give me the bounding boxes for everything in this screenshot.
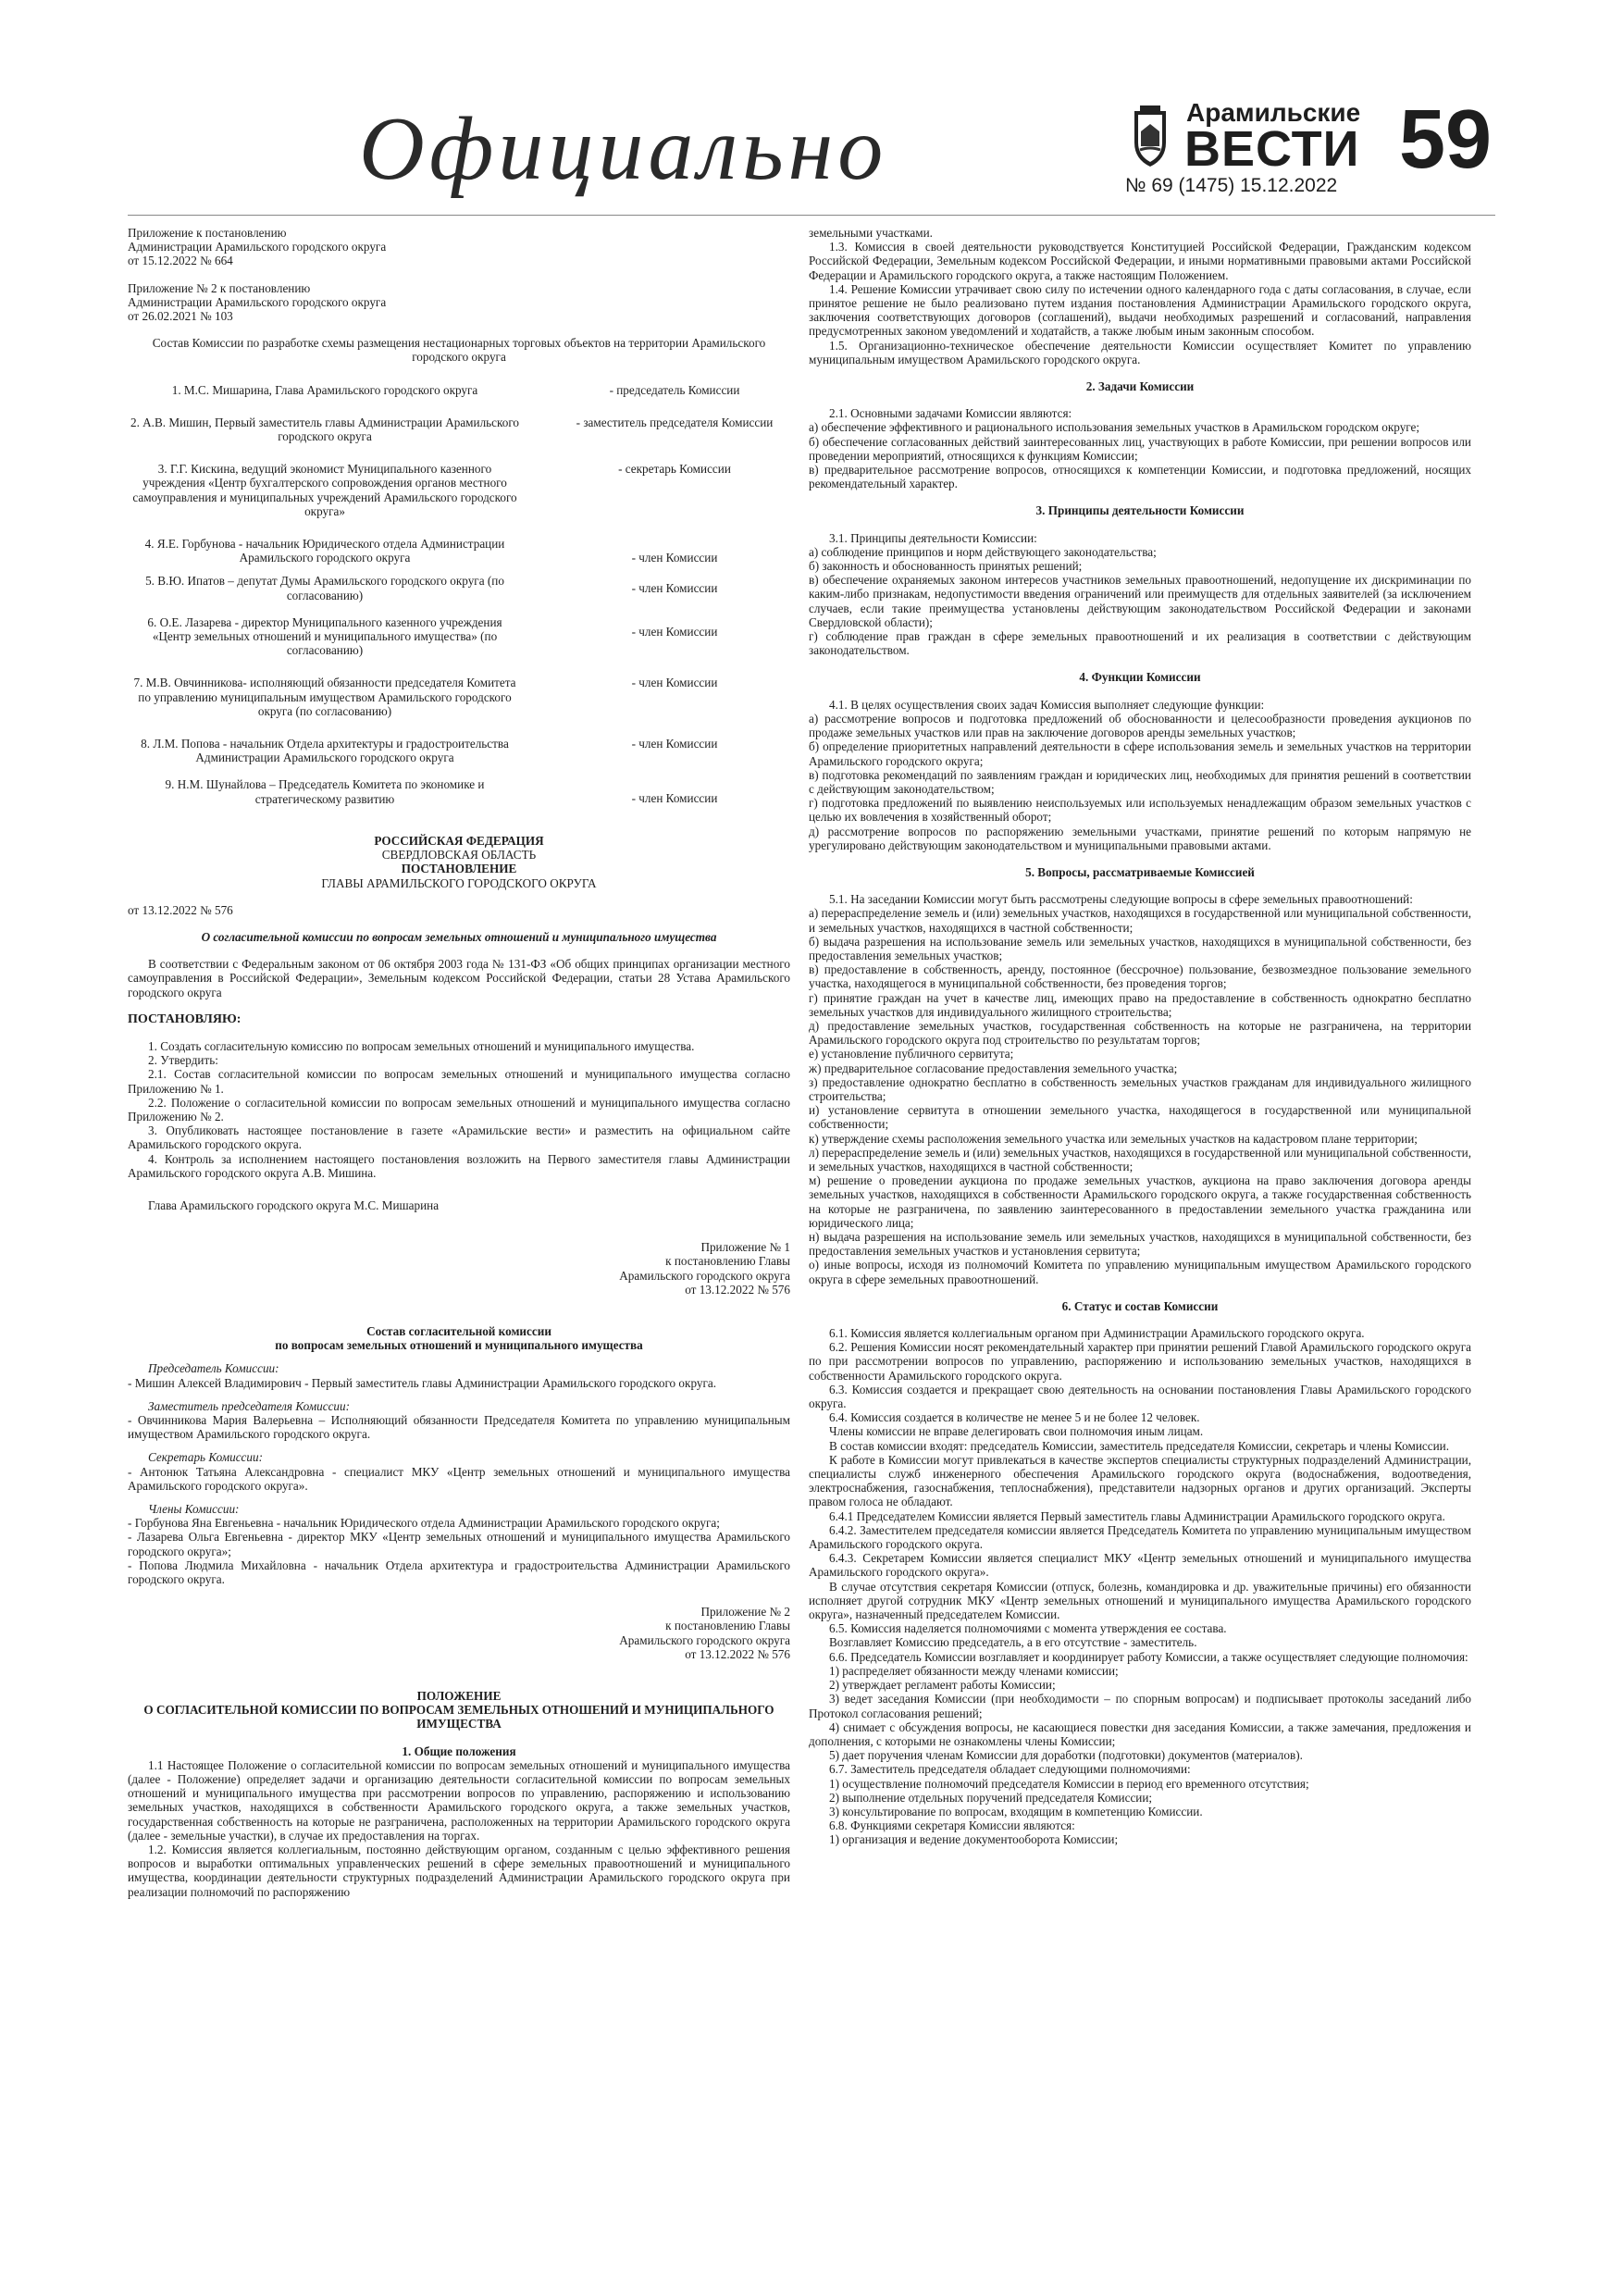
regulation-paragraph: В состав комиссии входят: председатель Комиссии, заместитель председателя Комиссии, секретарь и члены Комиссии.	[829, 1438, 1450, 1453]
regulation-paragraph: 6.1. Комиссия является коллегиальным органом при Администрации Арамильского городского округа.	[829, 1326, 1365, 1341]
regulation-paragraph: г) принятие граждан на учет в качестве лиц, имеющих право на предоставление в собственность однократно бесплатно земельных участков для индивидуального жилищного строительства;	[809, 990, 1471, 1019]
regulation-paragraph: з) предоставление однократно бесплатно в собственность земельных участков гражданам для индивидуального жилищного строительства;	[809, 1074, 1471, 1103]
regulation-paragraph: 5) дает поручения членам Комиссии для доработки (подготовки) документов (материалов).	[829, 1748, 1303, 1763]
composition-role-label: Секретарь Комиссии:	[148, 1450, 263, 1465]
decree-items	[128, 1039, 790, 1180]
appendix-line: Администрации Арамильского городского округа	[128, 294, 387, 309]
composition-person: - Мишин Алексей Владимирович - Первый заместитель главы Администрации Арамильского городского округа.	[128, 1375, 717, 1390]
member-name: 8. Л.М. Попова - начальник Отдела архитектуры и градостроительства Администрации Арамильского городского округа	[141, 737, 509, 765]
member-row	[128, 574, 790, 602]
masthead	[0, 0, 1623, 213]
member-row	[128, 537, 790, 565]
composition-list	[128, 1361, 790, 1586]
regulation-paragraph: г) подготовка предложений по выявлению неиспользуемых или используемых ненадлежащим образом земельных участков с целью их вовлечения в хозяйственный оборот;	[809, 796, 1471, 825]
decree-resolve: ПОСТАНОВЛЯЮ:	[128, 1011, 242, 1026]
regulation-paragraph: 6.6. Председатель Комиссии возглавляет и координирует работу Комиссии, а также осуществляет следующие полномочия:	[829, 1649, 1468, 1664]
annex-1-note	[457, 1240, 790, 1297]
composition-role-label: Члены Комиссии:	[148, 1502, 240, 1516]
member-role: - член Комиссии	[631, 581, 718, 596]
member-role: - член Комиссии	[631, 791, 718, 806]
regulation-title-line: О СОГЛАСИТЕЛЬНОЙ КОМИССИИ ПО ВОПРОСАМ ЗЕМЕЛЬНЫХ ОТНОШЕНИЙ И МУНИЦИПАЛЬНОГО ИМУЩЕСТВА	[143, 1703, 774, 1731]
member-role: - член Комиссии	[631, 624, 718, 639]
regulation-paragraph: б) определение приоритетных направлений деятельности в сфере использования земель и земельных участков на территории Арамильского городского округа;	[809, 739, 1471, 768]
member-role: - председатель Комиссии	[609, 382, 740, 397]
regulation-paragraph: 1.5. Организационно-техническое обеспечение деятельности Комиссии осуществляет Комитет по управлению муниципальным имуществом Арамильского городского округа.	[809, 338, 1471, 366]
annex-line: Арамильского городского округа	[619, 1268, 790, 1283]
member-name: 6. О.Е. Лазарева - директор Муниципального казенного учреждения «Центр земельных отношений и муниципального имущества» (по согласованию)	[147, 614, 502, 658]
regulation-paragraph: 2.1. Основными задачами Комиссии являются:	[829, 406, 1072, 421]
section-5-body	[809, 892, 1471, 1286]
member-name: 1. М.С. Мишарина, Глава Арамильского городского округа	[171, 382, 478, 397]
member-row	[128, 383, 790, 397]
composition-person: - Горбунова Яна Евгеньевна - начальник Юридического отдела Администрации Арамильского городского округа;	[128, 1516, 720, 1531]
regulation-paragraph: Члены комиссии не вправе делегировать свои полномочия иным лицам.	[829, 1424, 1204, 1439]
regulation-title-line: ПОЛОЖЕНИЕ	[416, 1689, 502, 1704]
composition-role-label: Председатель Комиссии:	[148, 1361, 279, 1376]
decree-item: 4. Контроль за исполнением настоящего постановления возложить на Первого заместителя главы Администрации Арамильского городского округа А.В. Мишина.	[128, 1151, 790, 1180]
member-name: 3. Г.Г. Кискина, ведущий экономист Муниципального казенного учреждения «Центр бухгалтерского сопровождения органов местного самоуправления и муниципальных учреждений Арамильского городского округа»	[132, 462, 517, 518]
regulation-paragraph: а) обеспечение эффективного и рационального использования земельных участков в Арамильском городском округе;	[809, 420, 1420, 435]
regulation-paragraph: ж) предварительное согласование предоставления земельного участка;	[809, 1061, 1178, 1075]
regulation-paragraph: л) перераспределение земель и (или) земельных участков, находящихся в государственной или муниципальной собственности, и земельных участков, находящихся в частной собственности;	[809, 1145, 1471, 1173]
section-heading: 1. Общие положения	[402, 1744, 516, 1758]
appendix-line: от 26.02.2021 № 103	[128, 309, 233, 324]
regulation-paragraph: о) иные вопросы, исходя из полномочий Комитета по управлению муниципальным имуществом Арамильского городского округа в сфере земельных правоотношений.	[809, 1258, 1471, 1286]
regulation-paragraph: 6.4.1 Председателем Комиссии является Первый заместитель главы Администрации Арамильского городского округа.	[829, 1508, 1445, 1523]
section-heading: 4. Функции Комиссии	[1079, 670, 1201, 685]
member-role: - секретарь Комиссии	[618, 462, 731, 477]
decree-title: О согласительной комиссии по вопросам земельных отношений и муниципального имущества	[201, 929, 717, 944]
member-row	[128, 676, 790, 718]
regulation-paragraph: б) выдача разрешения на использование земель или земельных участков, находящихся в муниципальной собственности, без предоставления земельных участков;	[809, 934, 1471, 962]
composition-person: - Лазарева Ольга Евгеньевна - директор МКУ «Центр земельных отношений и муниципального имущества Арамильского городского округа»;	[128, 1530, 790, 1558]
regulation-paragraph: д) рассмотрение вопросов по распоряжению земельными участками, принятие решений по которым напрямую не урегулировано действующим законодательством и муниципальными правовыми актами.	[809, 824, 1471, 852]
issue-line: № 69 (1475) 15.12.2022	[1125, 175, 1338, 196]
regulation-paragraph: е) установление публичного сервитута;	[809, 1047, 1014, 1061]
annex-line: от 13.12.2022 № 576	[685, 1282, 790, 1297]
appendix-note-1	[128, 226, 790, 268]
regulation-paragraph: 1.4. Решение Комиссии утрачивает свою силу по истечении одного календарного года с даты согласования, в случае, если принятое решение не было реализовано путем издания постановления Администрации Арамильского городского округа, заключения соответствующих договоров (соглашений), выдачи необходимых разрешений и согласований, направления предусмотренных законом уведомлений и ходатайств, а также любым иным законным способом.	[809, 281, 1471, 339]
regulation-paragraph: 6.2. Решения Комиссии носят рекомендательный характер при принятии решений Главой Арамильского городского округа по при рассмотрении вопросов по управлению, распоряжению и использованию земельных участков, находящихся в собственности Арамильского городского округа.	[809, 1340, 1471, 1383]
member-row	[128, 777, 790, 805]
regulation-paragraph: 1) осуществление полномочий председателя Комиссии в период его временного отсутствия;	[829, 1776, 1309, 1791]
section-3-body	[809, 531, 1471, 658]
regulation-paragraph: б) обеспечение согласованных действий заинтересованных лиц, участвующих в работе Комиссии, при решении вопросов или проведении мероприятий, относящихся к функциям Комиссии;	[809, 434, 1471, 463]
member-row	[128, 615, 790, 658]
right-column	[809, 226, 1471, 1847]
annex-2-note	[457, 1605, 790, 1661]
member-role: - заместитель председателя Комиссии	[576, 415, 774, 429]
regulation-paragraph: в) обеспечение охраняемых законом интересов участников земельных правоотношений, недопущение их дискриминации по каким-либо признакам, недопустимости введения ограничений или преимуществ для отдельных заявителей (за исключением случаев, если такие преимущества установлены действующим законодательством Российской Федерации и законами Свердловской области);	[809, 573, 1471, 629]
regulation-paragraph: в) предварительное рассмотрение вопросов, относящихся к компетенции Комиссии, и подготовка предложений, носящих рекомендательный характер.	[809, 463, 1471, 491]
newspaper-logo	[1125, 98, 1361, 177]
appendix-line: от 15.12.2022 № 664	[128, 254, 233, 268]
regulation-paragraph: 6.5. Комиссия наделяется полномочиями с момента утверждения ее состава.	[829, 1621, 1227, 1636]
member-name: 5. В.Ю. Ипатов – депутат Думы Арамильского городского округа (по согласованию)	[145, 574, 504, 602]
section-heading: 2. Задачи Комиссии	[1085, 379, 1195, 394]
section-2-body	[809, 406, 1471, 490]
composition-person: - Антонюк Татьяна Александровна - специалист МКУ «Центр земельных отношений и муниципального имущества Арамильского городского округа».	[128, 1464, 790, 1493]
regulation-paragraph: 1) распределяет обязанности между членами комиссии;	[829, 1663, 1119, 1678]
regulation-paragraph: 6.7. Заместитель председателя обладает следующими полномочиями:	[829, 1762, 1191, 1777]
annex-line: Приложение № 2	[700, 1605, 790, 1620]
decree-item: 1. Создать согласительную комиссию по вопросам земельных отношений и муниципального имущества.	[148, 1038, 695, 1053]
decree-header	[128, 834, 790, 890]
member-role: - член Комиссии	[631, 737, 718, 751]
regulation-paragraph: 3) ведет заседания Комиссии (при необходимости – по спорным вопросам) и подписывает протоколы заседаний либо Протокол согласования решений;	[809, 1692, 1471, 1720]
member-row	[128, 462, 790, 518]
composition-role-label: Заместитель председателя Комиссии:	[148, 1398, 351, 1413]
composition-title-line: Состав согласительной комиссии	[366, 1323, 551, 1338]
regulation-paragraph: Возглавляет Комиссию председатель, а в его отсутствие - заместитель.	[829, 1635, 1197, 1650]
regulation-paragraph: 6.4.3. Секретарем Комиссии является специалист МКУ «Центр земельных отношений и муниципального имущества Арамильского городского округа».	[809, 1551, 1471, 1580]
logo-top-text: Арамильские	[1186, 98, 1361, 127]
section-heading: 3. Принципы деятельности Комиссии	[1035, 503, 1245, 518]
regulation-paragraph: 4.1. В целях осуществления своих задач Комиссия выполняет следующие функции:	[829, 697, 1265, 712]
annex-line: к постановлению Главы	[665, 1254, 790, 1269]
regulation-paragraph: 2) утверждает регламент работы Комиссии;	[829, 1678, 1056, 1693]
regulation-paragraph: 1) организация и ведение документооборота Комиссии;	[829, 1832, 1119, 1847]
decree-item: 3. Опубликовать настоящее постановление в газете «Арамильские вести» и разместить на официальном сайте Арамильского городского округа.	[128, 1123, 790, 1152]
coat-of-arms-icon	[1125, 105, 1175, 168]
annex-line: к постановлению Главы	[665, 1619, 790, 1633]
regulation-paragraph: 6.4. Комиссия создается в количестве не менее 5 и не более 12 человек.	[829, 1410, 1200, 1425]
regulation-paragraph: 5.1. На заседании Комиссии могут быть рассмотрены следующие вопросы в сфере земельных правоотношений:	[829, 892, 1413, 907]
section-title: Официально	[359, 99, 888, 199]
page-number: 59	[1399, 93, 1493, 186]
left-column	[128, 226, 790, 1899]
member-row	[128, 737, 790, 764]
annex-line: Приложение № 1	[700, 1240, 790, 1255]
decree-header-line: СВЕРДЛОВСКАЯ ОБЛАСТЬ	[381, 848, 537, 863]
decree-item: 2. Утвердить:	[148, 1053, 218, 1068]
continued-text: земельными участками.	[809, 226, 933, 240]
member-name: 9. Н.М. Шунайлова – Председатель Комитета по экономике и стратегическому развитию	[165, 777, 485, 806]
regulation-paragraph: в) предоставление в собственность, аренду, постоянное (бессрочное) пользование, безвозмездное пользование земельного участка, находящегося в муниципальной собственности, без проведения торгов;	[809, 962, 1471, 991]
regulation-paragraph: 3) консультирование по вопросам, входящим в компетенцию Комиссии.	[829, 1804, 1203, 1818]
composition-title	[128, 1324, 790, 1352]
schema-members-list	[128, 383, 790, 806]
logo-main-text: ВЕСТИ	[1184, 121, 1360, 177]
regulation-title	[128, 1689, 790, 1731]
member-name: 7. М.В. Овчинникова- исполняющий обязанности председателя Комитета по управлению муниципальным имуществом Арамильского городского округа (по согласованию)	[133, 676, 516, 718]
section-heading: 6. Статус и состав Комиссии	[1061, 1298, 1219, 1313]
member-role: - член Комиссии	[631, 676, 718, 690]
composition-person: - Овчинникова Мария Валерьевна – Исполняющий обязанности Председателя Комитета по управлению муниципальным имуществом Арамильского городского округа.	[128, 1412, 790, 1442]
regulation-paragraph: В случае отсутствия секретаря Комиссии (отпуск, болезнь, командировка и др. уважительные причины) его обязанности исполняет другой сотрудник МКУ «Центр земельных отношений и муниципального имущества Арамильского городского округа», назначенный председателем Комиссии.	[809, 1579, 1471, 1622]
decree-header-line: ГЛАВЫ АРАМИЛЬСКОГО ГОРОДСКОГО ОКРУГА	[321, 875, 597, 890]
section-6-body	[809, 1326, 1471, 1847]
decree-header-line: РОССИЙСКАЯ ФЕДЕРАЦИЯ	[374, 833, 544, 848]
member-row	[128, 416, 790, 443]
decree-item: 2.2. Положение о согласительной комиссии по вопросам земельных отношений и муниципального имущества согласно Приложению № 2.	[128, 1095, 790, 1123]
regulation-paragraph: н) выдача разрешения на использование земель или земельных участков, находящихся в муниципальной собственности, без предоставления земельных участков и установления сервитута;	[809, 1230, 1471, 1259]
annex-line: Арамильского городского округа	[619, 1632, 790, 1647]
regulation-paragraph: б) законность и обоснованность принятых решений;	[809, 559, 1083, 574]
section-heading: 5. Вопросы, рассматриваемые Комиссией	[1025, 864, 1255, 879]
regulation-paragraph: а) рассмотрение вопросов и подготовка предложений об обоснованности и целесообразности проведения аукционов по продаже земельных участков или прав на заключение договоров аренды земельных участков;	[809, 711, 1471, 740]
regulation-paragraph: м) решение о проведении аукциона по продаже земельных участков, аукциона на право заключения договора аренды земельных участков, находящихся в собственности Арамильского городского округа, а также государственная собственность на которые не разграничена, по заявлению заинтересованного в предоставлении земельного участка гражданина или юридического лица;	[809, 1173, 1471, 1230]
regulation-paragraph: К работе в Комиссии могут привлекаться в качестве экспертов специалисты структурных подразделений Администрации, специалисты служб инженерного обеспечения Арамильского городского округа (водоснабжения, водоотведения, электроснабжения, газоснабжения, теплоснабжения), представители надзорных органов и других организаций. Эксперты правом голоса не обладают.	[809, 1452, 1471, 1509]
composition-person: - Попова Людмила Михайловна - начальник Отдела архитектура и градостроительства Администрации Арамильского городского округа.	[128, 1558, 790, 1587]
regulation-paragraph: к) утверждение схемы расположения земельного участка или земельных участков на кадастровом плане территории;	[809, 1131, 1418, 1146]
decree-header-line: ПОСТАНОВЛЕНИЕ	[401, 862, 517, 876]
appendix-line: Администрации Арамильского городского округа	[128, 240, 387, 254]
section-4-body	[809, 698, 1471, 852]
decree-date: от 13.12.2022 № 576	[128, 902, 233, 917]
schema-commission-title: Состав Комиссии по разработке схемы размещения нестационарных торговых объектов на территории Арамильского городского округа	[152, 336, 766, 365]
composition-title-line: по вопросам земельных отношений и муниципального имущества	[275, 1338, 643, 1353]
regulation-paragraph: 4) снимает с обсуждения вопросы, не касающиеся повестки дня заседания Комиссии, а также замечания, предложения и дополнения, с которыми не ознакомлены члены Комиссии;	[809, 1719, 1471, 1748]
annex-line: от 13.12.2022 № 576	[685, 1646, 790, 1661]
member-name: 2. А.В. Мишин, Первый заместитель главы Администрации Арамильского городского округа	[130, 415, 520, 444]
decree-item: 2.1. Состав согласительной комиссии по вопросам земельных отношений и муниципального имущества согласно Приложению № 1.	[128, 1067, 790, 1096]
regulation-paragraph: 1.2. Комиссия является коллегиальным, постоянно действующим органом, созданным с целью эффективного решения вопросов и выработки оптимальных управленческих решений в сфере земельных правоотношений и муниципального имущества, координации деятельности структурных подразделений Администрации Арамильского городского округа при реализации полномочий по распоряжению	[128, 1843, 790, 1899]
regulation-paragraph: а) перераспределение земель и (или) земельных участков, находящихся в государственной или муниципальной собственности, и земельных участков, находящихся в частной собственности;	[809, 906, 1471, 935]
member-role: - член Комиссии	[631, 551, 718, 565]
regulation-paragraph: 1.3. Комиссия в своей деятельности руководствуется Конституцией Российской Федерации, Гражданским кодексом Российской Федерации, Земельным кодексом Российской Федерации, и иными нормативными правовыми актами Российской Федерации и Арамильского городского округа, а также настоящим Положением.	[809, 240, 1471, 282]
regulation-paragraph: г) соблюдение прав граждан в сфере земельных правоотношений и их реализация в соответствии с действующим законодательством.	[809, 629, 1471, 658]
regulation-paragraph: и) установление сервитута в отношении земельного участка, находящегося в государственной или муниципальной собственности;	[809, 1103, 1471, 1132]
decree-signature: Глава Арамильского городского округа М.С. Мишарина	[148, 1198, 440, 1212]
regulation-paragraph: 1.1 Настоящее Положение о согласительной комиссии по вопросам земельных отношений и муниципального имущества (далее - Положение) определяет задачи и организацию деятельности согласительной комиссии по вопросам земельных отношений и муниципального имущества при рассмотрении вопросов по управлению, распоряжению и использованию земельных участков, находящихся в собственности Арамильского городского округа, а также земельных участков, государственная собственность на которые не разграничена, расположенных на территории Арамильского городского округа (далее - земельные участки), в случае их предоставления на торгах.	[128, 1757, 790, 1843]
regulation-paragraph: д) предоставление земельных участков, государственная собственность на которые не разграничена, на территории Арамильского городского округа под строительство по результатам торгов;	[809, 1018, 1471, 1048]
regulation-paragraph: 6.8. Функциями секретаря Комиссии являются:	[829, 1818, 1075, 1833]
appendix-note-2	[128, 281, 790, 324]
regulation-paragraph: а) соблюдение принципов и норм действующего законодательства;	[809, 544, 1157, 559]
member-name: 4. Я.Е. Горбунова - начальник Юридического отдела Администрации Арамильского городского округа	[144, 537, 505, 565]
regulation-paragraph: 6.4.2. Заместителем председателя комиссии является Председатель Комитета по управлению муниципальным имуществом Арамильского городского округа.	[809, 1522, 1471, 1552]
regulation-paragraph: 6.3. Комиссия создается и прекращает свою деятельность на основании постановления Главы Арамильского городского округа.	[809, 1382, 1471, 1411]
appendix-line: Приложение № 2 к постановлению	[128, 280, 311, 295]
regulation-paragraph: в) подготовка рекомендаций по заявлениям граждан и юридических лиц, необходимых для принятия решений в соответствии с действующим законодательством;	[809, 767, 1471, 796]
regulation-paragraph: 2) выполнение отдельных поручений председателя Комиссии;	[829, 1790, 1153, 1805]
regulation-paragraph: 3.1. Принципы деятельности Комиссии:	[829, 530, 1037, 545]
appendix-line: Приложение к постановлению	[128, 226, 287, 240]
header-rule	[128, 215, 1495, 216]
decree-preamble: В соответствии с Федеральным законом от 06 октября 2003 года № 131-ФЗ «Об общих принципах организации местного самоуправления в Российской Федерации», Земельным кодексом Российской Федерации, статьи 28 Устава Арамильского городского округа	[128, 957, 790, 999]
